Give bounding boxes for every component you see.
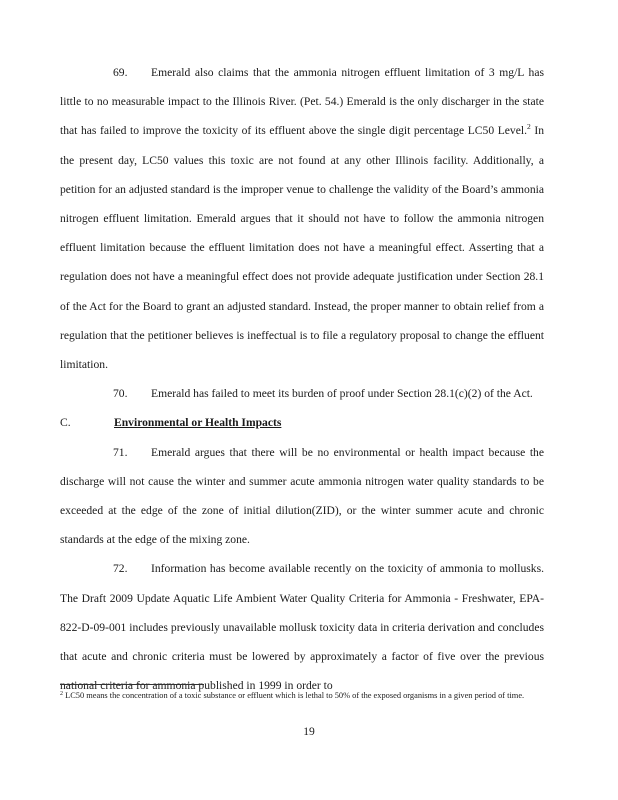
paragraph-number: 69.: [113, 66, 128, 79]
paragraph-text: Information has become available recently on the toxicity of ammonia to mollusks. The Draft 2009 Update Aquatic Life Ambient Water Quality Criteria for Ammonia - Freshwater, EPA-822-D-09-001 includes previously unavailable mollusk toxicity data in criteria derivation and concludes that acute and chronic criteria must be lowered by approximately a factor of five over the previous national criteria for ammonia published in 1999 in order to: [60, 562, 544, 693]
footnote-reference[interactable]: 2: [527, 122, 531, 132]
paragraph-text: Emerald argues that there will be no environmental or health impact because the discharge will not cause the winter and summer acute ammonia nitrogen water quality standards to be exceeded at the edge of the zone of initial dilution(ZID), or the winter summer acute and chronic standards at the edge of the mixing zone.: [60, 445, 544, 547]
paragraph-number: 71.: [113, 445, 128, 459]
page-number: 19: [303, 725, 315, 738]
paragraph-70: [60, 379, 544, 408]
body-text: [60, 58, 544, 700]
paragraph-text-continued: In the present day, LC50 values this toxic are not found at any other Illinois facility. Additionally, a petition for an adjusted standard is the improper venue to challenge the validity of the Board’s ammonia nitrogen effluent limitation. Emerald argues that it should not have to follow the ammonia nitrogen effluent limitation because the effluent limitation does not have a meaningful effect. Asserting that a regulation does not have a meaningful effect does not provide adequate justification under Section 28.1 of the Act for the Board to grant an adjusted standard. Instead, the proper manner to obtain relief from a regulation that the petitioner believes is ineffectual is to file a regulatory proposal to change the effluent limitation.: [60, 124, 544, 372]
footnote-text: LC50 means the concentration of a toxic substance or effluent which is lethal to 50% of the exposed organisms in a given period of time.: [63, 691, 525, 700]
paragraph-number: 72.: [113, 562, 128, 576]
paragraph-72: [60, 554, 544, 700]
section-title: Environmental or Health Impacts: [114, 416, 282, 430]
footnote-divider: [60, 684, 204, 685]
section-heading: [60, 408, 544, 437]
paragraph-text: Emerald has failed to meet its burden of proof under Section 28.1(c)(2) of the Act.: [151, 387, 533, 401]
footnote-marker: 2: [60, 691, 63, 697]
section-letter: C.: [60, 416, 71, 430]
paragraph-text: Emerald also claims that the ammonia nitrogen effluent limitation of 3 mg/L has little to no measurable impact to the Illinois River. (Pet. 54.) Emerald is the only discharger in the state that has failed to improve the toxicity of its effluent above the single digit percentage LC50 Level.: [60, 66, 544, 138]
paragraph-number: 70.: [113, 387, 128, 401]
footnote: [60, 690, 544, 702]
paragraph-69: [60, 58, 544, 379]
paragraph-71: [60, 438, 544, 555]
